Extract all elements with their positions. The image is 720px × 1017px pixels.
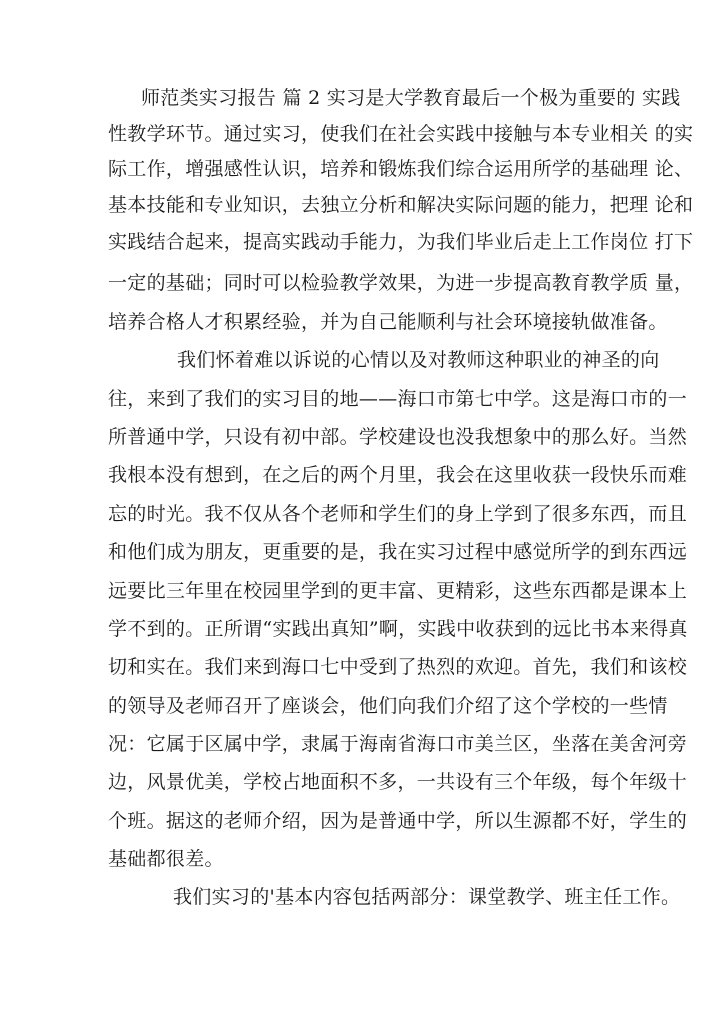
paragraph-2-line-2: 往，来到了我们的实习目的地——海口市第七中学。这是海口市的一	[108, 388, 688, 410]
paragraph-2-line-14: 基础都很差。	[108, 848, 224, 870]
paragraph-1-line-7: 培养合格人才积累经验，并为自己能顺利与社会环境接轨做准备。	[108, 311, 668, 333]
paragraph-1-line-6: 一定的基础；同时可以检验教学效果，为进一步提高教育教学质 量，	[108, 272, 694, 294]
paragraph-2-line-13: 个班。据这的老师介绍，因为是普通中学，所以生源都不好，学生的	[108, 810, 688, 832]
paragraph-2-line-12: 边，风景优美，学校占地面积不多，一共设有三个年级，每个年级十	[108, 771, 688, 793]
paragraph-2-line-5: 忘的时光。我不仅从各个老师和学生们的身上学到了很多东西，而且	[108, 503, 688, 525]
paragraph-1-line-1: 师范类实习报告 篇 2 实习是大学教育最后一个极为重要的 实践	[141, 87, 681, 109]
paragraph-1-line-4: 基本技能和专业知识，去独立分析和解决实际问题的能力，把理 论和	[108, 194, 694, 216]
paragraph-2-line-4: 我根本没有想到，在之后的两个月里，我会在这里收获一段快乐而难	[108, 464, 688, 486]
paragraph-2-line-7: 远要比三年里在校园里学到的更丰富、更精彩，这些东西都是课本上	[108, 580, 688, 602]
paragraph-2-line-8: 学不到的。正所谓“实践出真知”啊，实践中收获到的远比书本来得真	[108, 618, 688, 640]
paragraph-1-line-3: 际工作，增强感性认识，培养和锻炼我们综合运用所学的基础理 论、	[108, 158, 694, 180]
paragraph-2-line-6: 和他们成为朋友，更重要的是，我在实习过程中感觉所学的到东西远	[108, 541, 688, 563]
paragraph-2-line-1: 我们怀着难以诉说的心情以及对教师这种职业的神圣的向	[177, 349, 660, 371]
paragraph-2-line-10: 的领导及老师召开了座谈会，他们向我们介绍了这个学校的一些情	[108, 695, 668, 717]
paragraph-3-line-1: 我们实习的'基本内容包括两部分：课堂教学、班主任工作。	[173, 886, 681, 908]
paragraph-2-line-11: 况：它属于区属中学，隶属于海南省海口市美兰区，坐落在美舍河旁	[108, 733, 688, 755]
paragraph-1-line-5: 实践结合起来，提高实践动手能力，为我们毕业后走上工作岗位 打下	[108, 231, 694, 253]
paragraph-2-line-9: 切和实在。我们来到海口七中受到了热烈的欢迎。首先，我们和该校	[108, 656, 688, 678]
paragraph-1-line-2: 性教学环节。通过实习，使我们在社会实践中接触与本专业相关 的实	[108, 123, 694, 145]
paragraph-2-line-3: 所普通中学，只设有初中部。学校建设也没我想象中的那么好。当然	[108, 426, 688, 448]
